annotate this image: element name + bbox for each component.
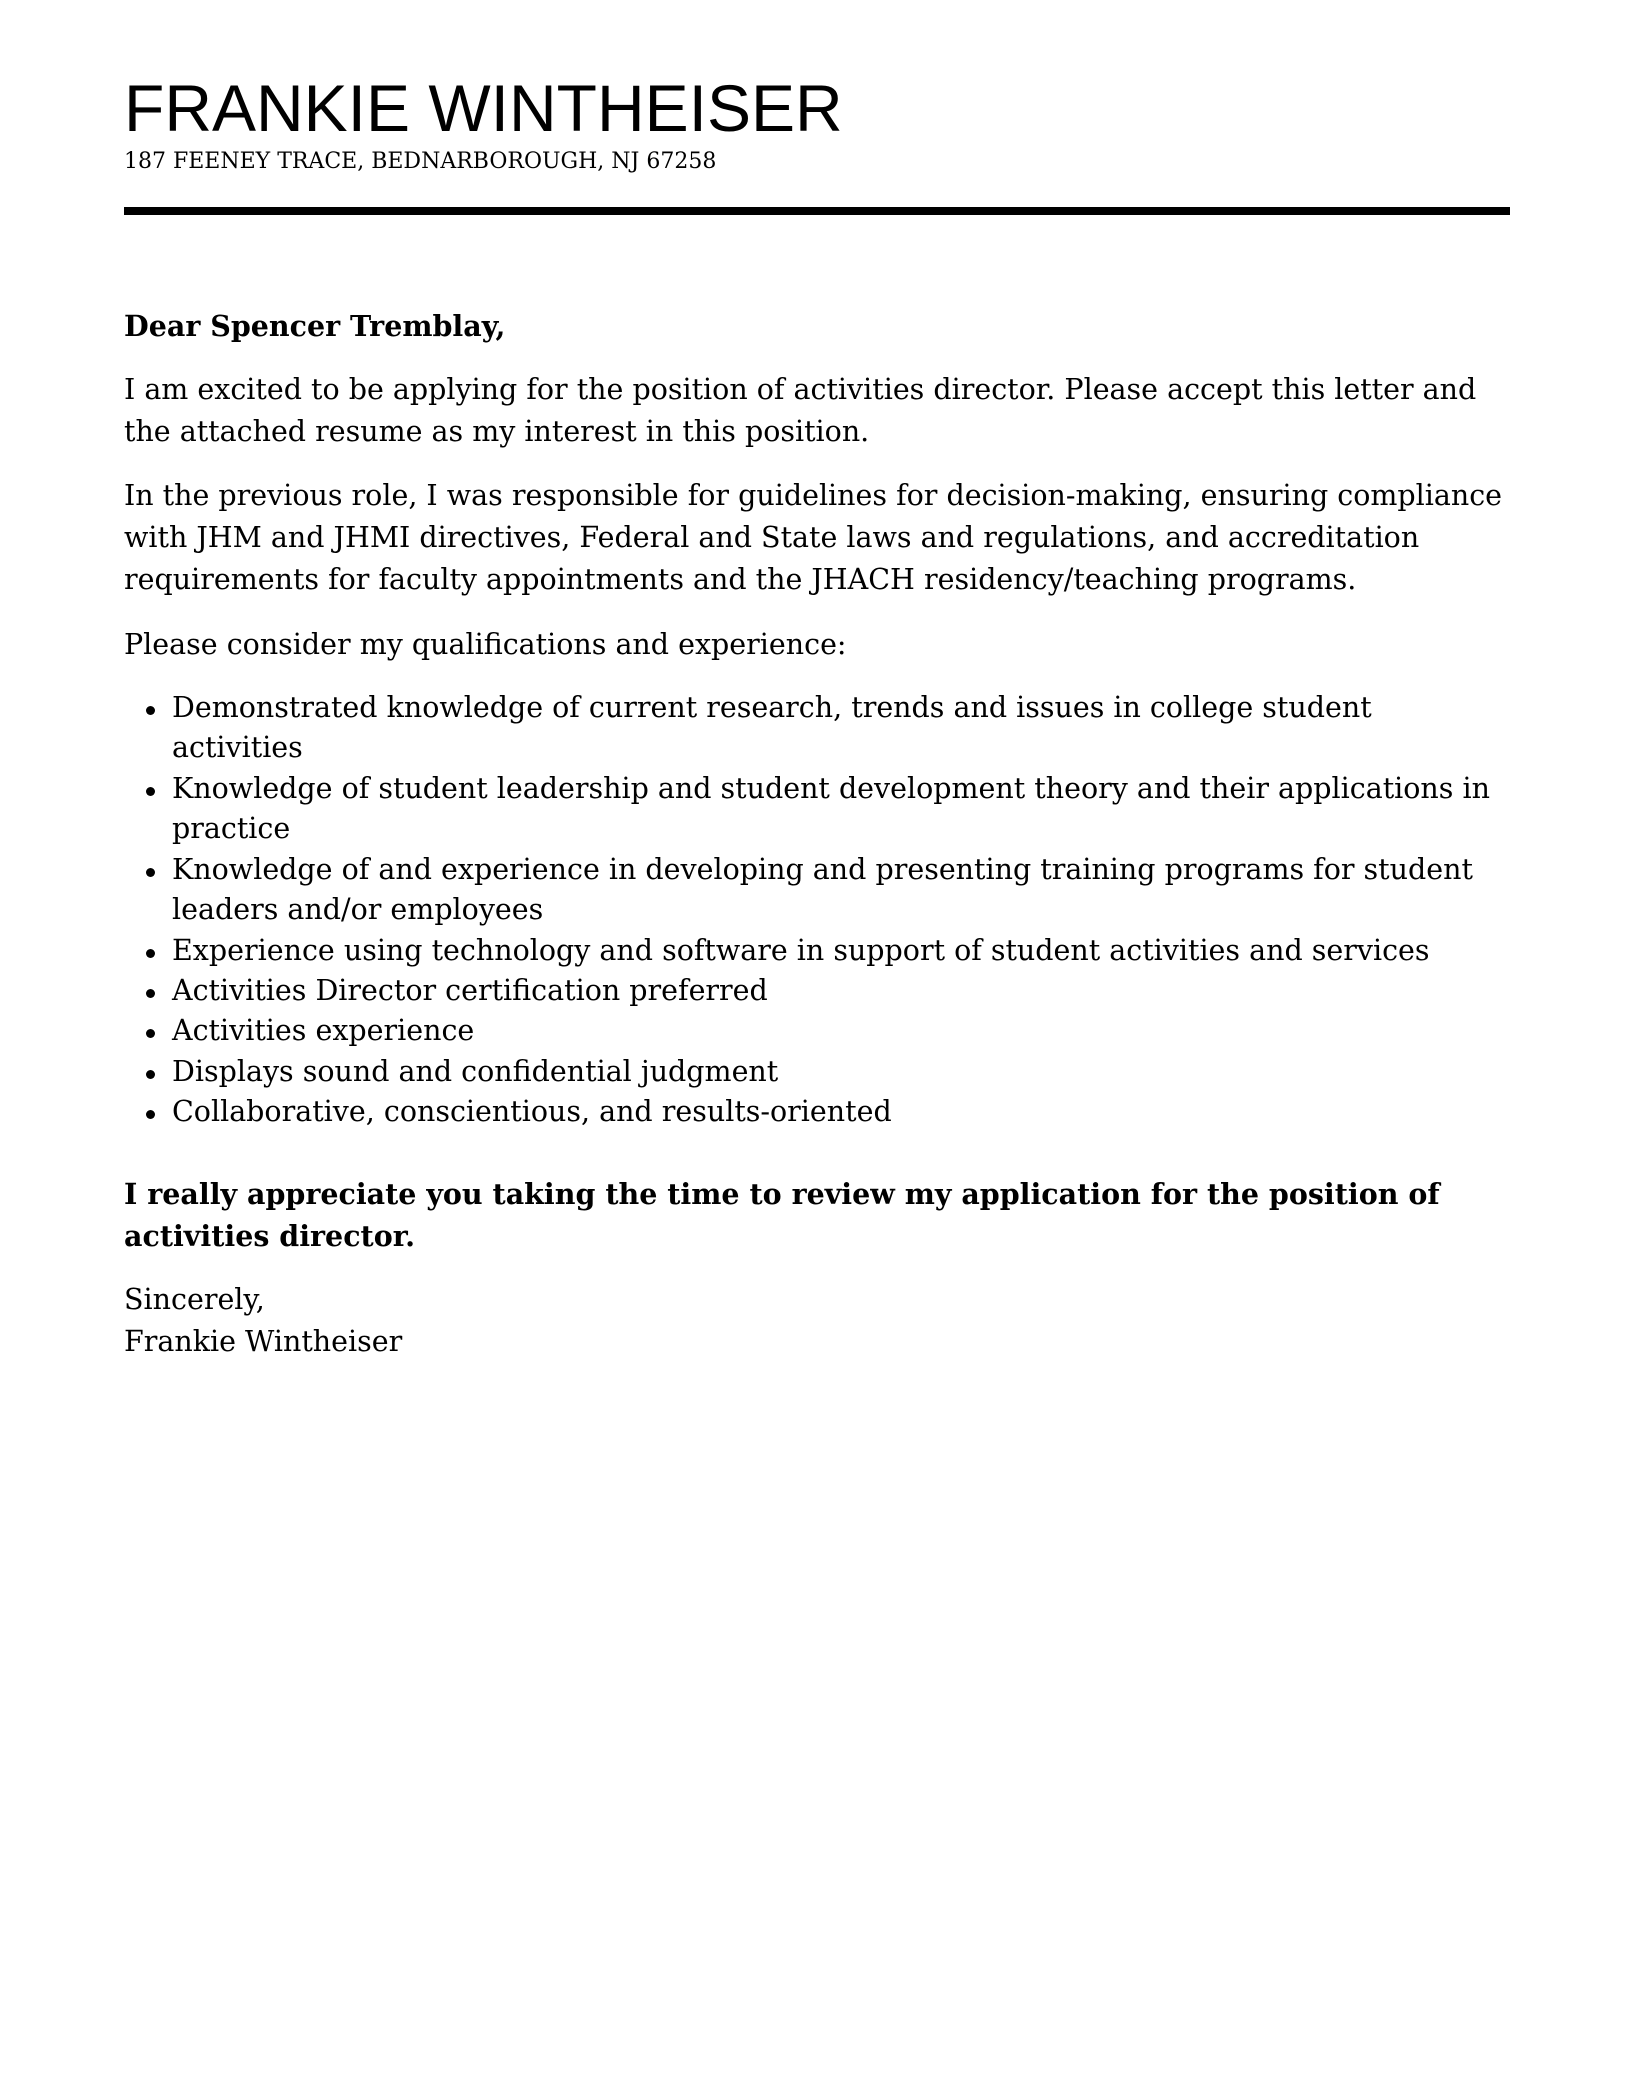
list-item: Activities Director certification preferred: [124, 971, 1510, 1011]
list-item: Activities experience: [124, 1011, 1510, 1051]
list-item: Demonstrated knowledge of current research, trends and issues in college student activities: [124, 688, 1510, 769]
experience-paragraph: In the previous role, I was responsible for guidelines for decision-making, ensuring compliance with JHM and JHMI directives, Federal and State laws and regulations, and accreditation requirements for faculty appointments and the JHACH residency/teaching programs.: [124, 479, 1503, 597]
letter-body: [124, 305, 1510, 1364]
header-divider: [124, 207, 1510, 215]
closing-paragraph: I really appreciate you taking the time to review my application for the position of activities director.: [124, 1176, 1440, 1254]
qualifications-intro: Please consider my qualifications and experience:: [124, 627, 847, 661]
list-item: Displays sound and confidential judgment: [124, 1052, 1510, 1092]
intro-paragraph: I am excited to be applying for the position of activities director. Please accept this letter and the attached resume as my interest in this position.: [124, 372, 1477, 448]
list-item: Knowledge of student leadership and student development theory and their applications in practice: [124, 769, 1510, 850]
salutation: Dear Spencer Tremblay,: [124, 308, 506, 343]
list-item: Experience using technology and software in support of student activities and services: [124, 931, 1510, 971]
signoff-block: [124, 1279, 1510, 1363]
list-item: Knowledge of and experience in developing and presenting training programs for student leaders and/or employees: [124, 850, 1510, 931]
signature-name: Frankie Wintheiser: [124, 1325, 403, 1359]
qualifications-list: [124, 688, 1510, 1133]
applicant-name: FRANKIE WINTHEISER: [124, 71, 843, 145]
list-item: Collaborative, conscientious, and results-oriented: [124, 1092, 1510, 1132]
signoff: Sincerely,: [124, 1283, 265, 1317]
applicant-address: 187 FEENEY TRACE, BEDNARBOROUGH, NJ 67258: [124, 148, 717, 174]
